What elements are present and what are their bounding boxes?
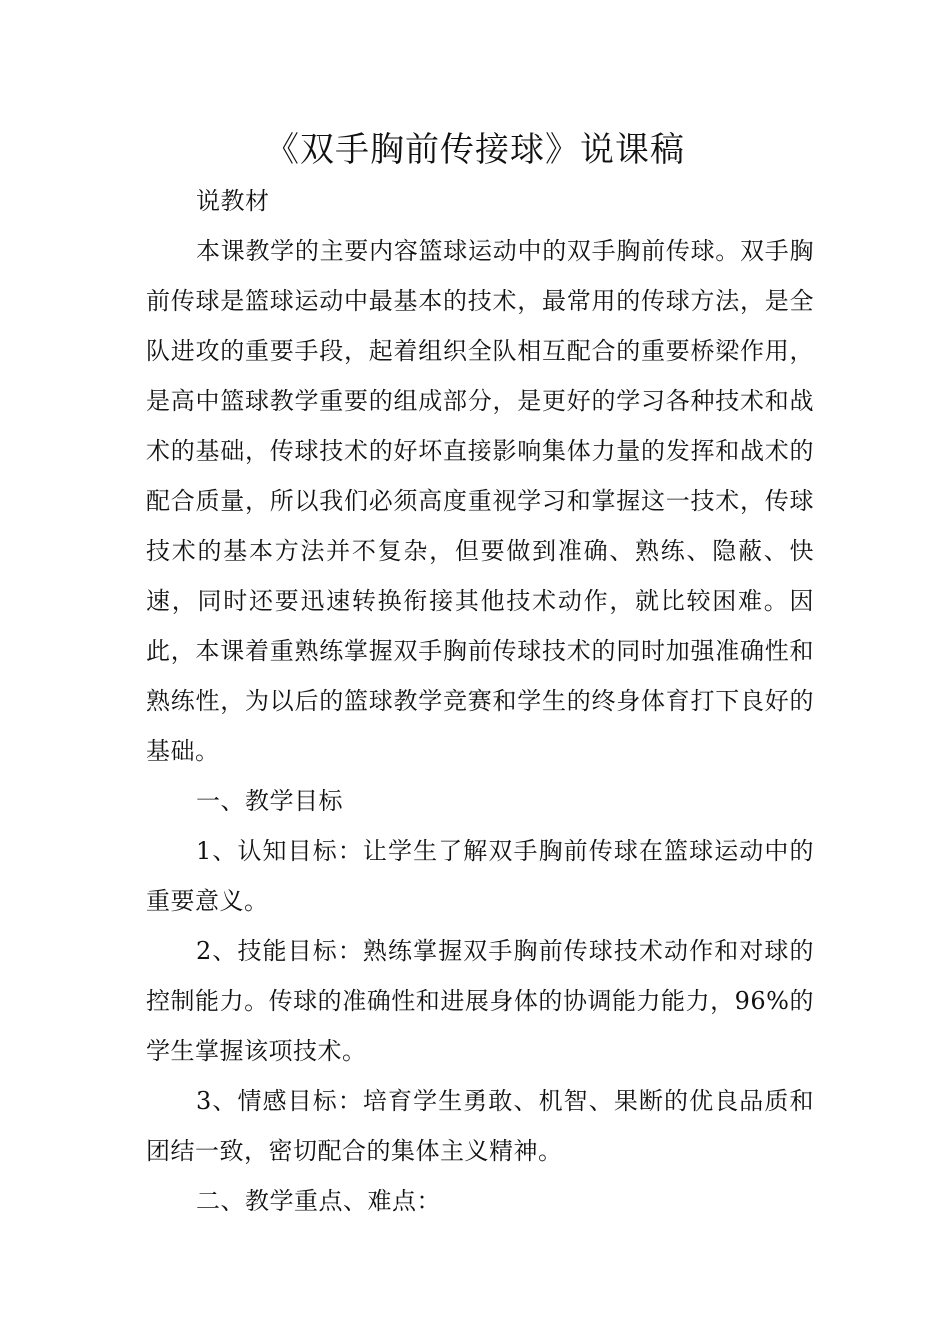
paragraph-emotional-goal: 3、情感目标：培育学生勇敢、机智、果断的优良品质和团结一致，密切配合的集体主义精神。: [146, 1087, 814, 1165]
paragraph-key-points-heading: 二、教学重点、难点：: [196, 1187, 441, 1215]
paragraph-teaching-goals-heading: 一、教学目标: [196, 787, 343, 815]
paragraph-skill-goal: 2、技能目标：熟练掌握双手胸前传球技术动作和对球的控制能力。传球的准确性和进展身体的协调能力能力，96%的学生掌握该项技术。: [146, 937, 814, 1065]
document-body: [146, 176, 814, 1226]
paragraph-cognitive-goal: 1、认知目标：让学生了解双手胸前传球在篮球运动中的重要意义。: [146, 837, 814, 915]
paragraph-textbook-intro: 本课教学的主要内容篮球运动中的双手胸前传球。双手胸前传球是篮球运动中最基本的技术，最常用的传球方法，是全队进攻的重要手段，起着组织全队相互配合的重要桥梁作用，是高中篮球教学重要的组成部分，是更好的学习各种技术和战术的基础，传球技术的好坏直接影响集体力量的发挥和战术的配合质量，所以我们必须高度重视学习和掌握这一技术，传球技术的基本方法并不复杂，但要做到准确、熟练、隐蔽、快速，同时还要迅速转换衔接其他技术动作，就比较困难。因此，本课着重熟练掌握双手胸前传球技术的同时加强准确性和熟练性，为以后的篮球教学竞赛和学生的终身体育打下良好的基础。: [146, 237, 814, 765]
document-title: 《双手胸前传接球》说课稿: [265, 130, 685, 170]
paragraph-section-heading: 说教材: [196, 187, 270, 215]
